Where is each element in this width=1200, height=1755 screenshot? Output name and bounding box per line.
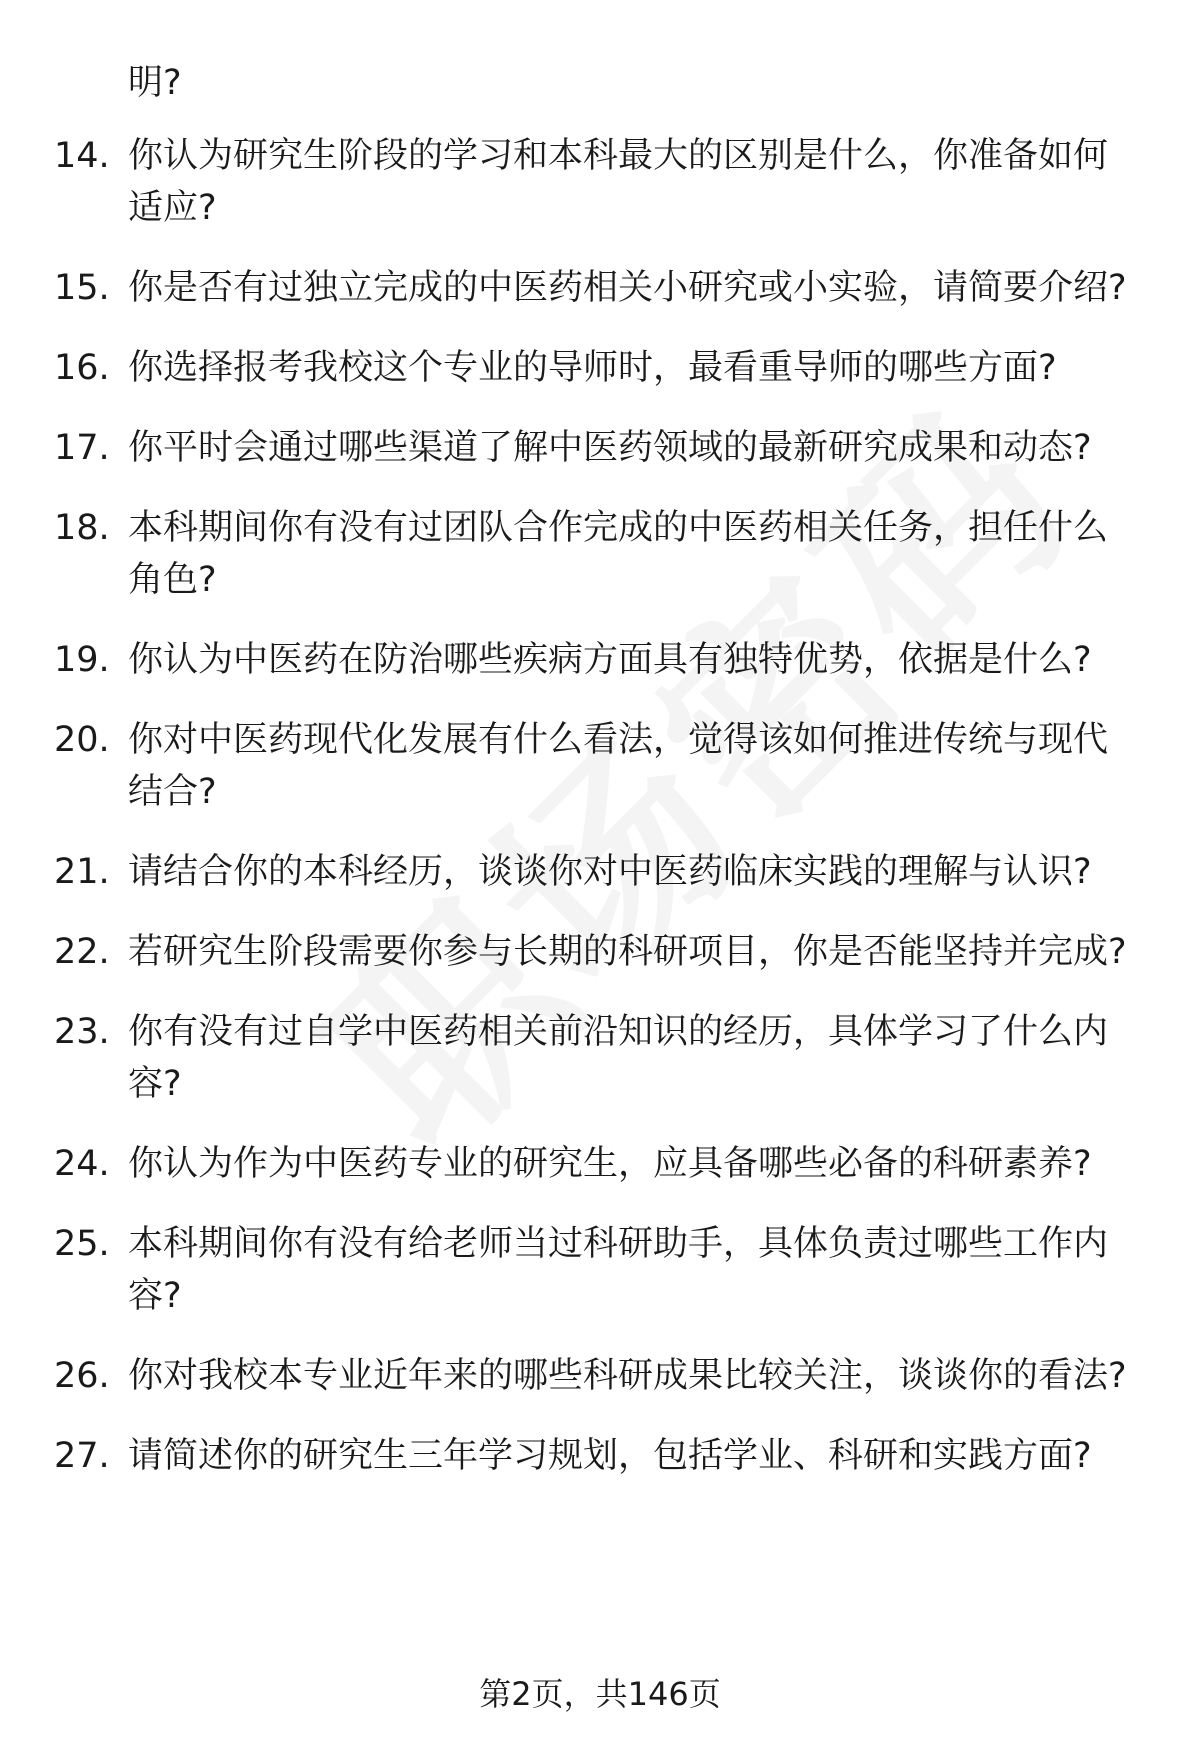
question-item (0, 1430, 1200, 1482)
question-number: 18. (54, 508, 110, 548)
question-text: 你认为作为中医药专业的研究生，应具备哪些必备的科研素养? (128, 1144, 1092, 1184)
question-number: 17. (54, 428, 110, 468)
question-number: 23. (54, 1012, 110, 1052)
question-text: 你是否有过独立完成的中医药相关小研究或小实验，请简要介绍? (128, 268, 1127, 308)
question-item (0, 502, 1200, 606)
question-item (0, 846, 1200, 898)
question-item (0, 926, 1200, 978)
question-text: 你平时会通过哪些渠道了解中医药领域的最新研究成果和动态? (128, 428, 1092, 468)
question-list (0, 130, 1200, 1510)
question-text: 本科期间你有没有过团队合作完成的中医药相关任务，担任什么角色? (128, 508, 1109, 600)
question-item (0, 634, 1200, 686)
question-number: 14. (54, 136, 110, 176)
question-number: 16. (54, 348, 110, 388)
question-text: 请简述你的研究生三年学习规划，包括学业、科研和实践方面? (128, 1436, 1092, 1476)
question-number: 24. (54, 1144, 110, 1184)
question-item (0, 1006, 1200, 1110)
question-text: 你认为研究生阶段的学习和本科最大的区别是什么，你准备如何适应? (128, 136, 1109, 228)
question-item (0, 130, 1200, 234)
continued-question-text: 明? (128, 63, 182, 103)
question-text: 你对中医药现代化发展有什么看法，觉得该如何推进传统与现代结合? (128, 720, 1109, 812)
question-item (0, 1138, 1200, 1190)
question-number: 26. (54, 1356, 110, 1396)
question-number: 27. (54, 1436, 110, 1476)
question-text: 你有没有过自学中医药相关前沿知识的经历，具体学习了什么内容? (128, 1012, 1109, 1104)
question-number: 15. (54, 268, 110, 308)
question-item (0, 262, 1200, 314)
question-number: 21. (54, 852, 110, 892)
question-item (0, 714, 1200, 818)
question-item (0, 422, 1200, 474)
page-footer: 第2页，共146页 (479, 1675, 721, 1713)
question-number: 25. (54, 1224, 110, 1264)
question-text: 若研究生阶段需要你参与长期的科研项目，你是否能坚持并完成? (128, 932, 1127, 972)
question-text: 请结合你的本科经历，谈谈你对中医药临床实践的理解与认识? (128, 852, 1092, 892)
question-number: 22. (54, 932, 110, 972)
question-text: 你对我校本专业近年来的哪些科研成果比较关注，谈谈你的看法? (128, 1356, 1127, 1396)
question-number: 19. (54, 640, 110, 680)
question-text: 你选择报考我校这个专业的导师时，最看重导师的哪些方面? (128, 348, 1057, 388)
question-item (0, 342, 1200, 394)
question-item (0, 1218, 1200, 1322)
question-text: 本科期间你有没有给老师当过科研助手，具体负责过哪些工作内容? (128, 1224, 1109, 1316)
question-text: 你认为中医药在防治哪些疾病方面具有独特优势，依据是什么? (128, 640, 1092, 680)
question-item (0, 1350, 1200, 1402)
question-number: 20. (54, 720, 110, 760)
